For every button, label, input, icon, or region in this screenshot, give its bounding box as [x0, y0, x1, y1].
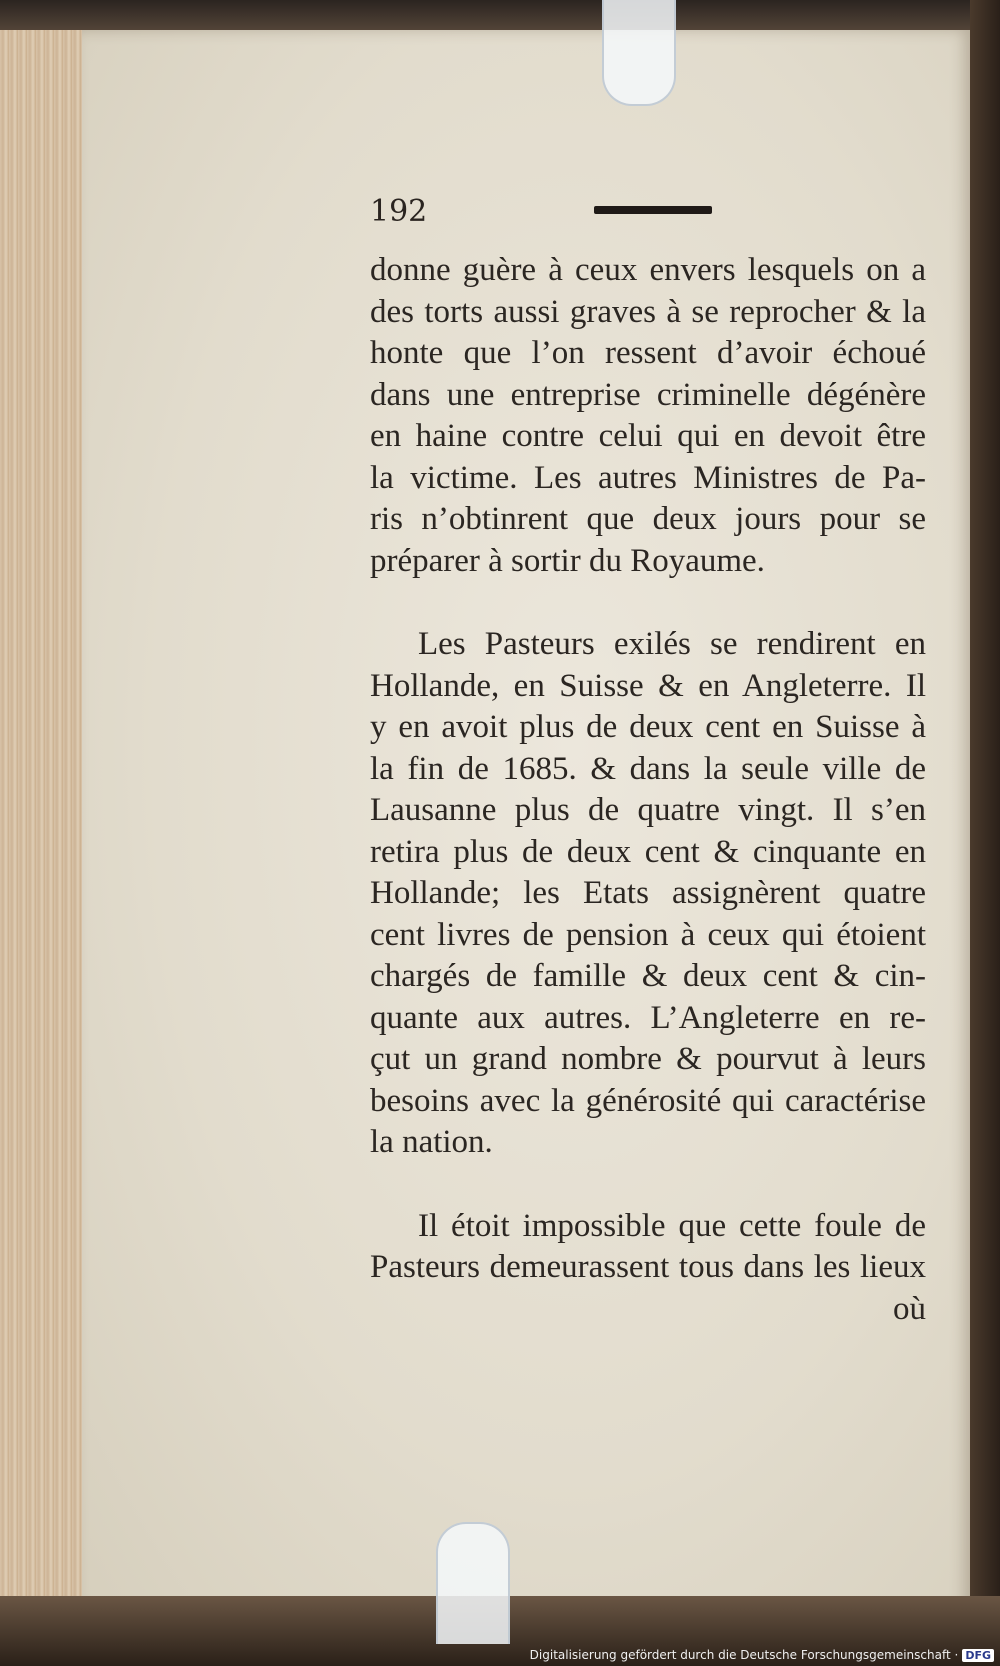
- text-line: honte que l’on ressent d’avoir échoué: [370, 335, 926, 371]
- text-line: Il étoit impossible que cette foule de: [418, 1207, 926, 1244]
- text-line: Hollande; les Etats assignèrent quatre: [370, 875, 926, 911]
- text-line: Lausanne plus de quatre vingt. Il s’en: [370, 792, 926, 828]
- page-number: 192: [370, 194, 428, 229]
- paragraph-gap: [370, 1164, 926, 1206]
- text-line: la nation.: [370, 1124, 493, 1160]
- text-line: dans une entreprise criminelle dégénère: [370, 376, 926, 413]
- catchword: où: [893, 1290, 926, 1327]
- paragraph-gap: [370, 582, 926, 624]
- text-line: la victime. Les autres Ministres de Pa-: [370, 459, 926, 496]
- text-line: chargés de famille & deux cent & cin-: [370, 958, 926, 994]
- paragraph: [370, 250, 926, 582]
- text-line: cent livres de pension à ceux qui étoient: [370, 916, 926, 953]
- text-line: en haine contre celui qui en devoit être: [370, 418, 926, 454]
- text-line: la fin de 1685. & dans la seule ville de: [370, 750, 926, 787]
- page-block-edges: [0, 30, 92, 1630]
- text-line: ris n’obtinrent que deux jours pour se: [370, 501, 926, 537]
- text-line: retira plus de deux cent & cinquante en: [370, 833, 926, 870]
- text-line: donne guère à ceux envers lesquels on a: [370, 252, 926, 288]
- text-line: des torts aussi graves à se reprocher & la: [370, 293, 926, 330]
- digitization-credit: [530, 1648, 994, 1662]
- text-line: Hollande, en Suisse & en Angleterre. Il: [370, 667, 926, 704]
- book-binding: [970, 0, 1000, 1666]
- header-ornament-rule: [594, 206, 712, 214]
- paragraph: [370, 1206, 926, 1331]
- page-clip-bottom: [436, 1522, 510, 1644]
- text-line: Les Pasteurs exilés se rendirent en: [418, 626, 926, 662]
- page-header: [370, 194, 930, 234]
- text-line: préparer à sortir du Royaume.: [370, 542, 765, 579]
- dfg-logo-icon: DFG: [962, 1649, 994, 1662]
- page-clip-top: [602, 0, 676, 106]
- paragraph: [370, 624, 926, 1164]
- text-line: y en avoit plus de deux cent en Suisse à: [370, 709, 926, 745]
- body-text: [370, 250, 926, 1330]
- text-line: çut un grand nombre & pourvut à leurs: [370, 1041, 926, 1077]
- credit-text: Digitalisierung gefördert durch die Deutsche Forschungsgemeinschaft ·: [529, 1648, 959, 1662]
- text-line: Pasteurs demeurassent tous dans les lieux: [370, 1249, 926, 1285]
- text-line: quante aux autres. L’Angleterre en re-: [370, 999, 926, 1036]
- text-line: besoins avec la générosité qui caractérise: [370, 1082, 926, 1119]
